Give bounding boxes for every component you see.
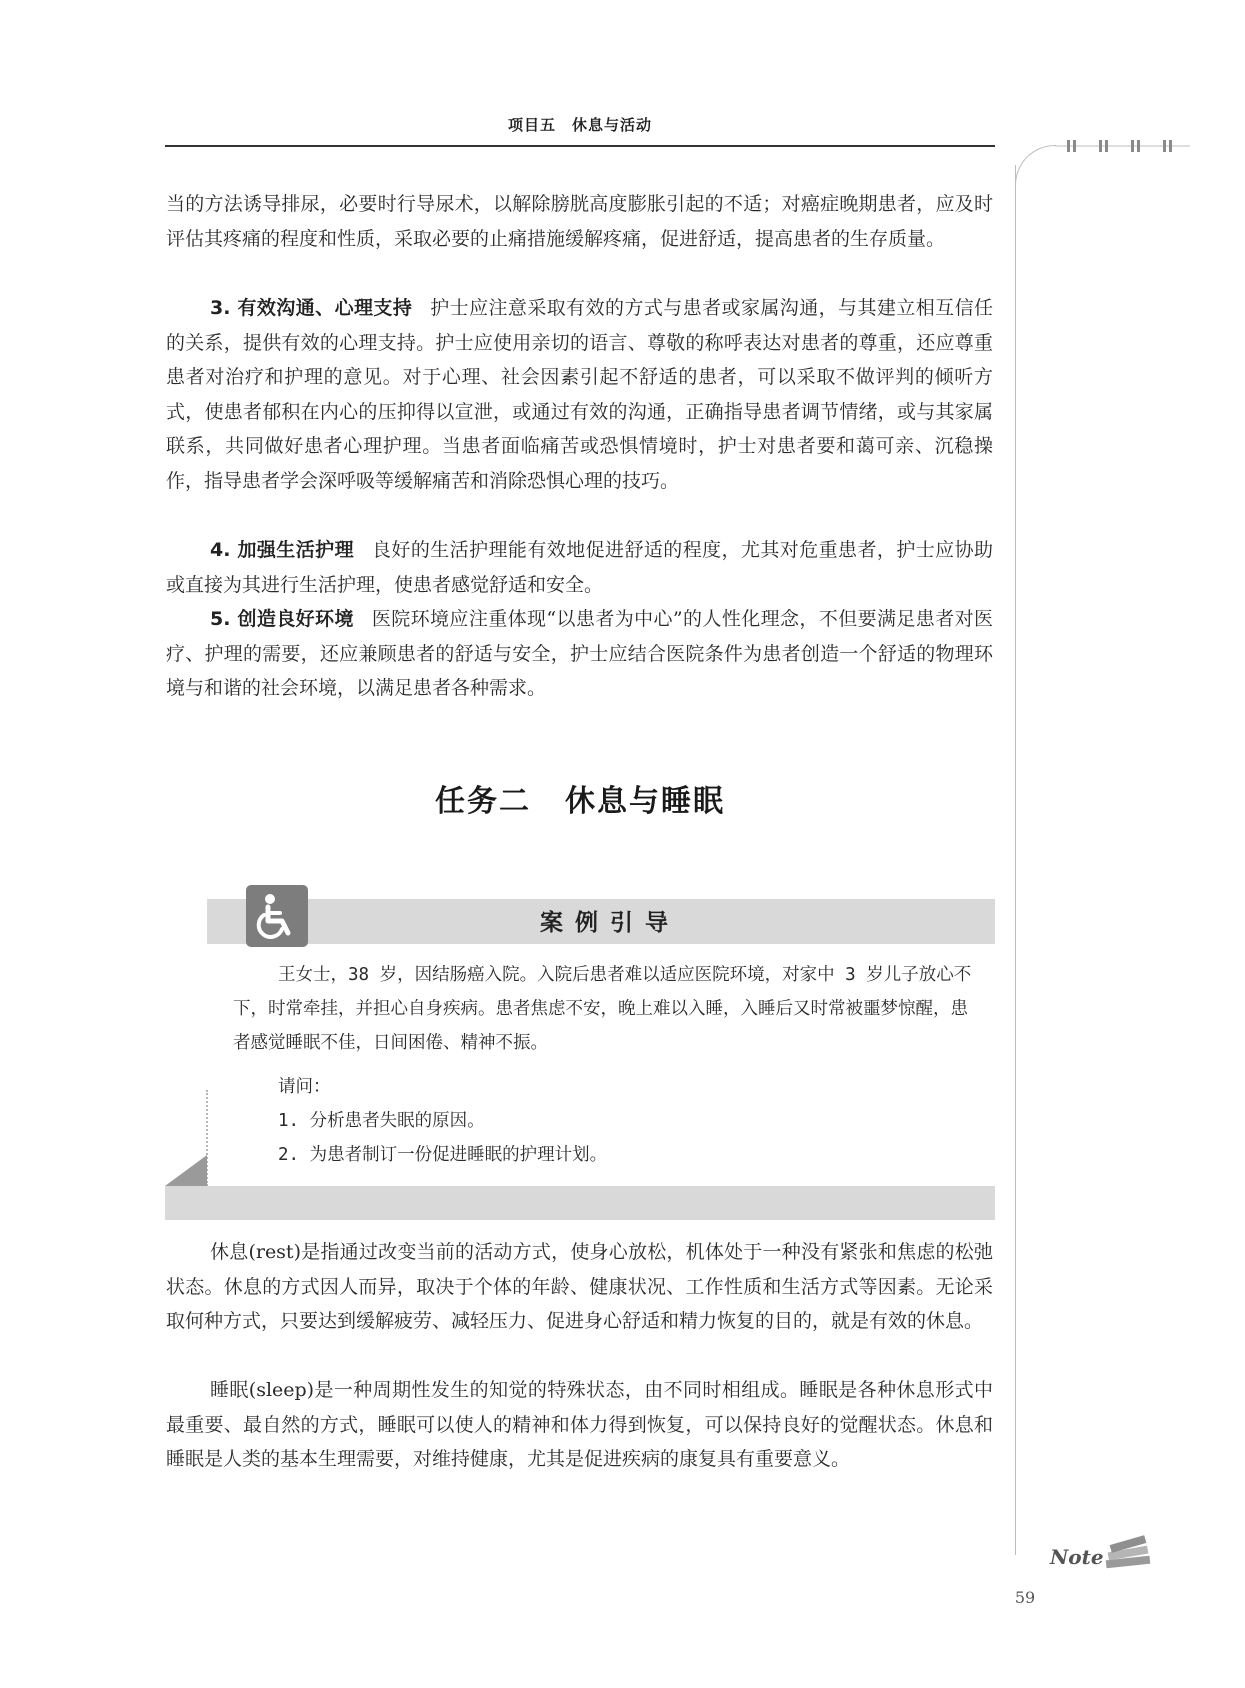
- case-title: 案例引导: [540, 909, 680, 936]
- paragraph-heading: 4. 加强生活护理: [210, 539, 354, 561]
- paragraph-text: 医院环境应注重体现“以患者为中心”的人性化理念，不但要满足患者对医疗、护理的需要，还应兼顾患者的舒适与安全，护士应结合医院条件为患者创造一个舒适的物理环境与和谐的社会环境，以满足患者各种需求。: [166, 608, 993, 699]
- case-corner-fold: [165, 1155, 207, 1186]
- case-body: 王女士，38 岁，因结肠癌入院。入院后患者难以适应医院环境，对家中 3 岁儿子放心不下，时常牵挂，并担心自身疾病。患者焦虑不安，晚上难以入睡，入睡后又时常被噩梦惊醒，患者感觉睡眠不佳，日间困倦、精神不振。: [233, 965, 972, 1053]
- case-question: 1. 分析患者失眠的原因。: [278, 1111, 485, 1131]
- paragraph-sleep: 睡眠(sleep)是一种周期性发生的知觉的特殊状态，由不同时相组成。睡眠是各种休息形式中最重要、最自然的方式，睡眠可以使人的精神和体力得到恢复，可以保持良好的觉醒状态。休息和睡眠是人类的基本生理需要，对维持健康，尤其是促进疾病的康复具有重要意义。: [166, 1379, 993, 1470]
- note-label: Note: [1050, 1545, 1104, 1569]
- wheelchair-icon: [246, 885, 308, 947]
- paragraph-text: 良好的生活护理能有效地促进舒适的程度，尤其对危重患者，护士应协助或直接为其进行生活护理，使患者感觉舒适和安全。: [166, 539, 993, 596]
- section-number: 任务二: [435, 784, 531, 819]
- margin-curve: [1015, 145, 1056, 186]
- case-question-label: 请问：: [278, 1077, 331, 1097]
- running-header: 项目五 休息与活动: [507, 116, 652, 134]
- book-stack-icon: [1106, 1535, 1151, 1568]
- paragraph-environment: [166, 602, 993, 706]
- paragraph-rest: 休息(rest)是指通过改变当前的活动方式，使身心放松，机体处于一种没有紧张和焦虑的松弛状态。休息的方式因人而异，取决于个体的年龄、健康状况、工作性质和生活方式等因素。无论采取何种方式，只要达到缓解疲劳、减轻压力、促进身心舒适和精力恢复的目的，就是有效的休息。: [166, 1241, 993, 1332]
- paragraph-heading: 5. 创造良好环境: [210, 608, 354, 630]
- paragraph-heading: 3. 有效沟通、心理支持: [210, 297, 413, 319]
- paragraph-text: 当的方法诱导排尿，必要时行导尿术，以解除膀胱高度膨胀引起的不适；对癌症晚期患者，应及时评估其疼痛的程度和性质，采取必要的止痛措施缓解疼痛，促进舒适，提高患者的生存质量。: [166, 193, 993, 250]
- margin-line: [1015, 165, 1016, 1555]
- header-rule: [165, 145, 995, 147]
- paragraph-life-care: [166, 533, 993, 602]
- note-logo: [1048, 1528, 1168, 1576]
- paragraph-text: 护士应注意采取有效的方式与患者或家属沟通，与其建立相互信任的关系，提供有效的心理支持。护士应使用亲切的语言、尊敬的称呼表达对患者的尊重，还应尊重患者对治疗和护理的意见。对于心理、社会因素引起不舒适的患者，可以采取不做评判的倾听方式，使患者郁积在内心的压抑得以宣泄，或通过有效的沟通，正确指导患者调节情绪，或与其家属联系，共同做好患者心理护理。当患者面临痛苦或恐惧情境时，护士对患者要和蔼可亲、沉稳操作，指导患者学会深呼吸等缓解痛苦和消除恐惧心理的技巧。: [166, 297, 993, 492]
- page-number: 59: [1014, 1588, 1036, 1607]
- case-footer-band: [165, 1186, 995, 1220]
- case-question: 2. 为患者制订一份促进睡眠的护理计划。: [278, 1145, 608, 1165]
- section-name: 休息与睡眠: [565, 784, 725, 819]
- paragraph-communication: [166, 291, 993, 498]
- paragraph-continuation: [166, 187, 993, 256]
- section-title: [165, 776, 995, 820]
- margin-tab-marks: [1055, 139, 1190, 153]
